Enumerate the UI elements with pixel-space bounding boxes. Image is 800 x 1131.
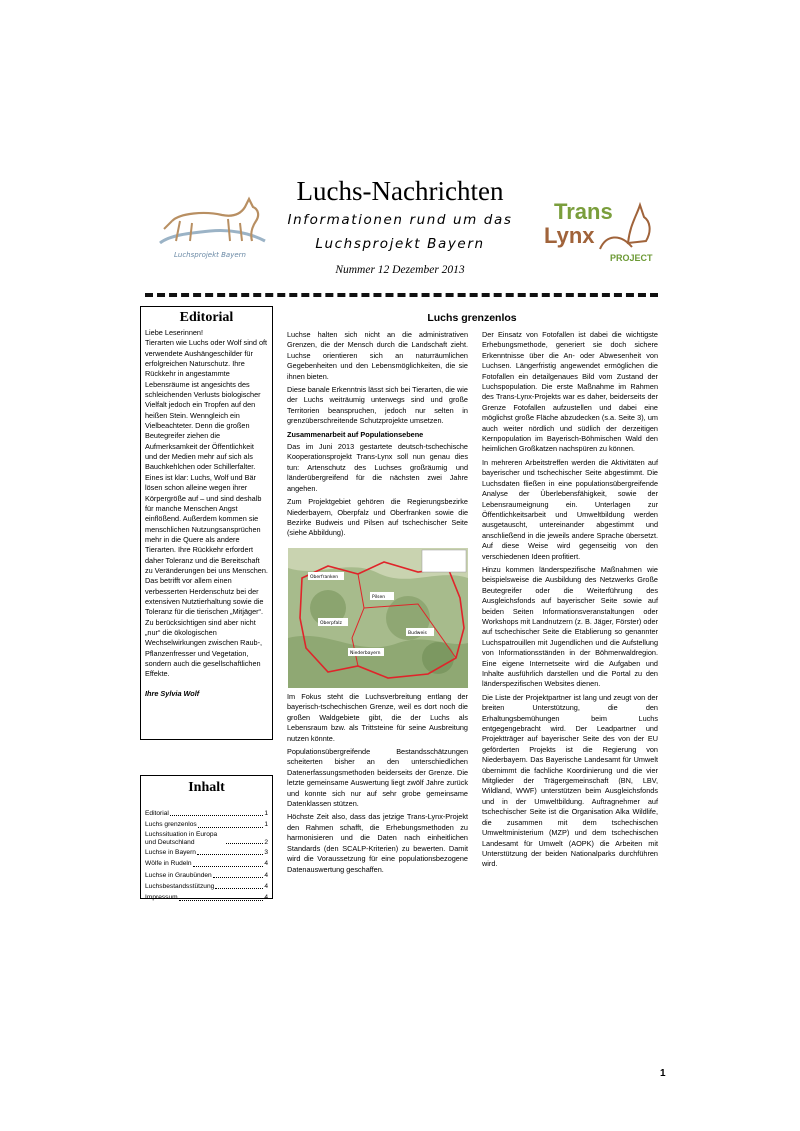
toc-item[interactable]: Luchse in Graubünden 4 <box>145 871 268 879</box>
toc-item[interactable]: Luchse in Bayern 3 <box>145 848 268 856</box>
logo-left-text: Luchsprojekt Bayern <box>173 251 247 259</box>
toc-box <box>140 775 273 902</box>
editorial-text <box>141 326 272 699</box>
article-subheading: Zusammenarbeit auf Populationsebene <box>287 429 424 439</box>
article-paragraph: Die Liste der Projektpartner ist lang und zeugt von der breiten Unterstützung, die den Erhaltungsbemühungen beim Luchs entgegengebracht wird. Der Leadpartner und Projektträger auf bayerischer Seite des von der EU geförderten Projekts ist die Regierung von Niederbayern. Das Bayerische Landesamt für Umwelt übernimmt die fachliche Koordinierung und die vier Mitglieder der Trägergemeinschaft (BN, LBV, Wildland, WWF) unterstützen beim Ausgleichsfonds und in der Umweltbildung. Auftragnehmer auf tschechischer Seite ist die Organisation Alka Wildlife, die zusammen mit dem tschechischen Umweltministerium (MZP) und dem tschechischen Landesamt für Umwelt (AOPK) die Arbeiten mit Unterstützung der beiden Nationalparks durchführen wird. <box>482 692 658 869</box>
article-paragraph: Das im Juni 2013 gestartete deutsch-tschechische Kooperationsprojekt Trans-Lynx soll nun genau dies tun: Artenschutz des Luchses großräumig und länderübergreifend für die nächsten zwei Jahre angehen. <box>287 442 468 493</box>
toc-item[interactable]: Luchsbestandsstützung 4 <box>145 883 268 891</box>
editorial-heading: Editorial <box>179 310 234 325</box>
luchsprojekt-bayern-logo <box>150 185 272 265</box>
editorial-salutation: Liebe Leserinnen! <box>145 328 204 337</box>
map-label: Oberpfalz <box>320 621 342 626</box>
article-paragraph: Diese banale Erkenntnis lässt sich bei Tierarten, die wie der Luchs weiträumig unterwegs sind und große Territorien beanspruchen, jedoch nur selten in grenzüberschreitende Schutzprojekte umsetzen. <box>287 385 468 426</box>
editorial-body: Tierarten wie Luchs oder Wolf sind oft verwendete Aushängeschilder für erfolgreichen Naturschutz. Ihre Rückkehr in angestammte Lebensräume ist angesichts des schleichenden Verlusts biologischer Vielfalt jedoch ein Tropfen auf den heißen Stein. Wenngleich ein Vielbeachteter. Denn die großen Beutegreifer ziehen die Aufmerksamkeit der Öffentlichkeit und der Medien mehr auf sich als Bauchkehlchen oder Schillerfalter. Eines ist klar: Luchs, Wolf und Bär lösen schon alleine wegen ihrer Körpergröße auf – und sind deshalb für manche Menschen Angst einflößend. Außerdem kommen sie menschlichen Nutzungsansprüchen mehr in die Quere als andere Tierarten. Ihre Rückkehr erfordert daher Toleranz und die Bereitschaft zu Veränderungen bei uns Menschen. Das betrifft vor allem einen verbesserten Herdenschutz bei der extensiven Nutztierhaltung sowie die Toleranz für die tierischen „Mitjäger“. Zu berücksichtigen sind aber nicht „nur“ die ökologischen Wechselwirkungen zwischen Raub-, Pflanzenfresser und Vegetation, sondern auch die gesellschaftlichen Effekte. <box>145 338 268 679</box>
toc-item[interactable]: Editorial 1 <box>145 810 268 817</box>
project-area-map <box>288 548 468 688</box>
toc-item[interactable]: Luchssituation in Europa und Deutschland 2 <box>145 830 268 846</box>
article-paragraph: Höchste Zeit also, dass das jetzige Trans-Lynx-Projekt den Rahmen schafft, die Erhebungsmethoden zu harmonisieren und die Daten nach einheitlichen Standards (den SCALP-Kriterien) zu bewerten. Damit wird die Voraussetzung für eine populationsbezogene Datenauswertung geschaffen. <box>287 812 468 874</box>
toc-item[interactable]: Luchs grenzenlos 1 <box>145 821 268 829</box>
toc-item[interactable]: Wölfe in Rudeln 4 <box>145 860 268 868</box>
newsletter-title: Luchs-Nachrichten <box>296 176 504 206</box>
article-paragraph: Im Fokus steht die Luchsverbreitung entlang der bayerisch-tschechischen Grenze, weil es dort noch die großen Waldgebiete gibt, die der Luchs als Lebensraum bzw. als Trittsteine für seine Ausbreitung nutzen könnte. <box>287 692 468 743</box>
page-number: 1 <box>660 1068 666 1079</box>
toc-list <box>141 808 272 904</box>
map-label: Niederbayern <box>350 651 381 656</box>
article-paragraph: Populationsübergreifende Bestandsschätzungen scheiterten bisher an den unterschiedlichen Datenerfassungsmethoden beiderseits der Grenze. Die letzte gemeinsame Auswertung liegt zwölf Jahre zurück und konnte sich nur auf sehr grobe gemeinsame Datenklassen stützen. <box>287 747 468 809</box>
article-paragraph: Zum Projektgebiet gehören die Regierungsbezirke Niederbayern, Oberpfalz und Oberfranken sowie die Bezirke Budweis und Pilsen auf tschechischer Seite (siehe Abbildung). <box>287 497 468 538</box>
toc-item[interactable]: Impressum 4 <box>145 894 268 902</box>
article-paragraph: Der Einsatz von Fotofallen ist dabei die wichtigste Erhebungsmethode, generiert sie doch sichere Erkenntnisse über die An- oder Abwesenheit von Luchsen. Längerfristig angewendet ermöglichen die Fotofallen ein detailgenaues Bild vom Zustand der Luchspopulation. Die erste Maßnahme im Rahmen des Trans-Lynx-Projekts war es daher, beiderseits der Grenze Fotofallen aufzustellen und dabei eine möglichst große Fläche abzudecken (s.a. Seite 3), um auch weiter nördlich und südlich der derzeitigen Kernpopulation im Bayerisch-Böhmischen Wald den heimlichen Großkatzen nachspüren zu können. <box>482 330 658 454</box>
article-column-1-bottom <box>287 692 468 878</box>
article-title: Luchs grenzenlos <box>427 312 517 324</box>
map-label: Oberfranken <box>310 575 339 580</box>
map-label: Pilsen <box>372 595 386 600</box>
article-paragraph: In mehreren Arbeitstreffen werden die Aktivitäten auf bayerischer und tschechischer Seite abgestimmt. Die Luchsdaten fließen in eine populationsübergreifende Analyse der Überlebensfähigkeit, sowie der Lebensraumeignung ein. Unterlagen zur Öffentlichkeitsarbeit und Umweltbildung werden ausgetauscht, untereinander abgestimmt und anschließend in die jeweils andere Sprache übersetzt. Auf diese Weise wird gegenseitig von den verschiedenen Ideen profitiert. <box>482 457 658 561</box>
trans-lynx-logo <box>540 195 660 267</box>
article-column-1-top <box>287 330 468 542</box>
header-divider <box>145 293 658 297</box>
logo-project-text: PROJECT <box>610 253 653 263</box>
toc-heading: Inhalt <box>188 780 225 795</box>
subtitle-line-2: Luchsprojekt Bayern <box>315 236 485 252</box>
issue-number: Nummer 12 Dezember 2013 <box>335 264 465 276</box>
map-label: Budweis <box>408 631 427 636</box>
logo-trans-text: Trans <box>554 199 613 224</box>
editorial-signature: Ihre Sylvia Wolf <box>145 688 200 698</box>
editorial-box <box>140 306 273 740</box>
subtitle-line-1: Informationen rund um das <box>287 212 513 228</box>
article-paragraph: Hinzu kommen länderspezifische Maßnahmen wie beispielsweise die Ausbildung des Netzwerks Große Beutegreifer oder die Weiterführung des Ausgleichsfonds auf bayerischer Seite sowie auf beiden Seiten Informationsveranstaltungen oder Workshops mit Landnutzern (z. B. Jäger, Förster) oder auf tschechischer Seite die Etablierung so genannter Luchspatrouillen mit Jugendlichen und die Aufstellung von Informationsständen in der Böhmerwaldregion. Eine eigene Internetseite wird die Aufgaben und Inhalte ausführlich darstellen und die Portal zu den länderspezifischen Websites dienen. <box>482 564 658 689</box>
article-column-2 <box>482 330 658 873</box>
article-paragraph: Luchse halten sich nicht an die administrativen Grenzen, die der Mensch durch die Landschaft zieht. Luchse orientieren sich an naturräumlichen Gegebenheiten und den Lebensmöglichkeiten, die sie ihnen bieten. <box>287 330 468 381</box>
logo-lynx-text: Lynx <box>544 223 595 248</box>
